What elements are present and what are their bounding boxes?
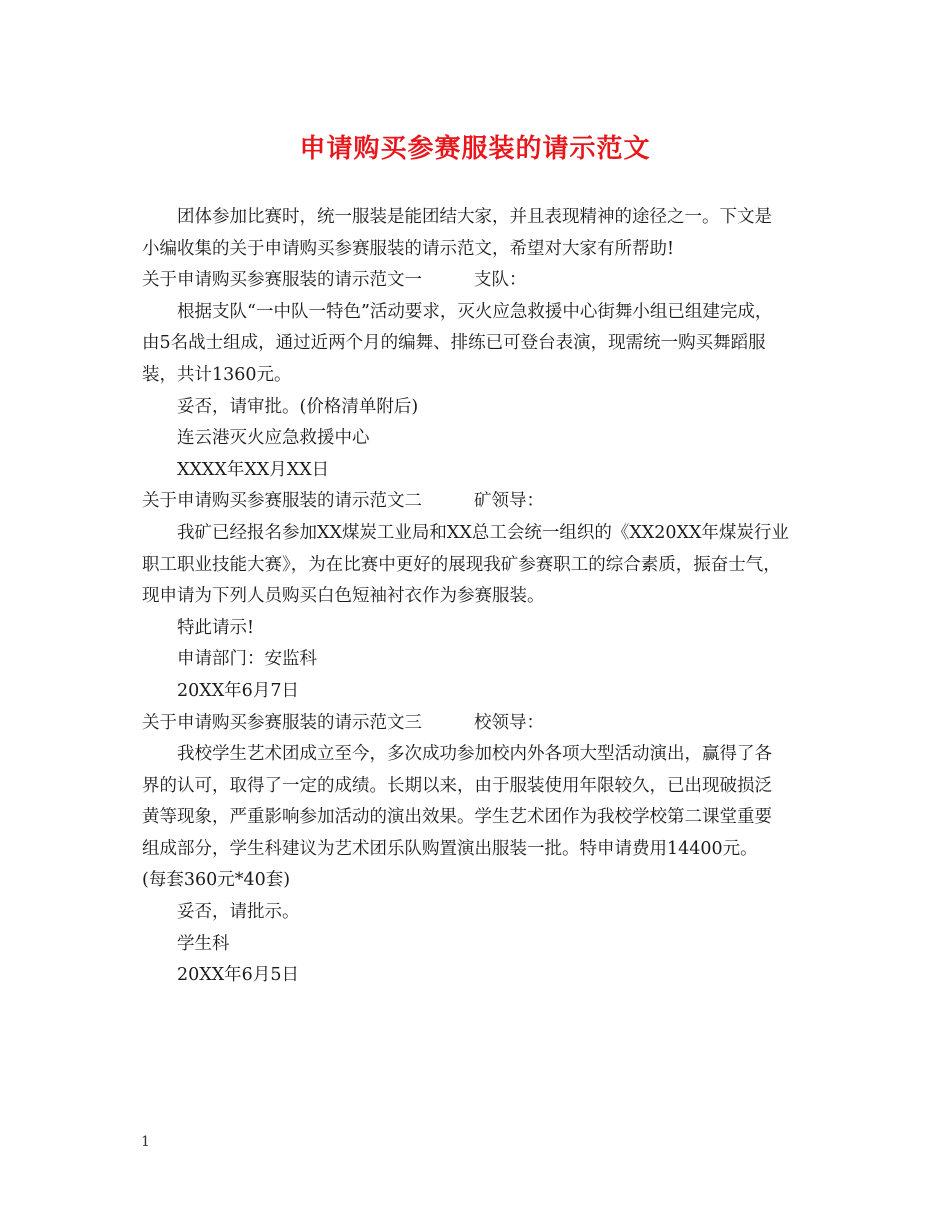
sample1-addressee: 支队： bbox=[474, 270, 527, 291]
sample3-body-line: 我校学生艺术团成立至今，多次成功参加校内外各项大型活动演出，赢得了各 bbox=[177, 744, 772, 765]
sample1-date: XXXX年XX月XX日 bbox=[177, 459, 330, 480]
sample1-heading: 关于申请购买参赛服装的请示范文一 bbox=[142, 270, 422, 291]
document-body bbox=[142, 202, 822, 992]
sample2-closing: 特此请示! bbox=[177, 617, 255, 638]
sample2-heading-line bbox=[142, 486, 822, 518]
sample3-body-line: 黄等现象，严重影响参加活动的演出效果。学生艺术团作为我校学校第二课堂重要 bbox=[142, 807, 772, 828]
sample2-body-line: 我矿已经报名参加XX煤炭工业局和XX总工会统一组织的《XX20XX年煤炭行业 bbox=[177, 522, 789, 543]
sample1-closing: 妥否，请审批。(价格清单附后) bbox=[177, 396, 419, 417]
sample2-body-line: 现申请为下列人员购买白色短袖衬衣作为参赛服装。 bbox=[142, 586, 545, 607]
intro-paragraph-line: 团体参加比赛时，统一服装是能团结大家，并且表现精神的途径之一。下文是 bbox=[177, 207, 772, 227]
sample2-org: 申请部门：安监科 bbox=[177, 649, 317, 670]
document-title: 申请购买参赛服装的请示范文 bbox=[299, 134, 651, 164]
sample1-body-line: 根据支队“一中队一特色”活动要求，灭火应急救援中心街舞小组已组建完成， bbox=[177, 301, 773, 322]
sample2-addressee: 矿领导： bbox=[474, 491, 544, 512]
sample1-org: 连云港灭火应急救援中心 bbox=[177, 428, 370, 449]
sample1-body-line: 由5名战士组成，通过近两个月的编舞、排练已可登台表演，现需统一购买舞蹈服 bbox=[142, 333, 766, 354]
sample3-body-line: 组成部分，学生科建议为艺术团乐队购置演出服装一批。特申请费用14400元。 bbox=[142, 838, 758, 859]
sample2-body-line: 职工职业技能大赛》，为在比赛中更好的展现我矿参赛职工的综合素质，振奋士气， bbox=[142, 554, 781, 575]
sample3-date: 20XX年6月5日 bbox=[177, 965, 299, 986]
sample3-heading-line bbox=[142, 708, 822, 740]
sample3-body-line: (每套360元*40套) bbox=[142, 870, 291, 891]
sample3-addressee: 校领导： bbox=[474, 712, 544, 733]
sample2-heading: 关于申请购买参赛服装的请示范文二 bbox=[142, 491, 422, 512]
intro-paragraph-line: 小编收集的关于申请购买参赛服装的请示范文，希望对大家有所帮助! bbox=[142, 238, 675, 259]
sample1-body-line: 装，共计1360元。 bbox=[142, 364, 292, 385]
sample1-heading-line bbox=[142, 265, 822, 297]
sample3-closing: 妥否，请批示。 bbox=[177, 902, 300, 923]
sample3-heading: 关于申请购买参赛服装的请示范文三 bbox=[142, 712, 422, 733]
sample3-org: 学生科 bbox=[177, 933, 230, 954]
page-number: 1 bbox=[141, 1134, 150, 1150]
sample3-body-line: 界的认可，取得了一定的成绩。长期以来，由于服装使用年限较久，已出现破损泛 bbox=[142, 775, 772, 796]
sample2-date: 20XX年6月7日 bbox=[177, 680, 299, 701]
